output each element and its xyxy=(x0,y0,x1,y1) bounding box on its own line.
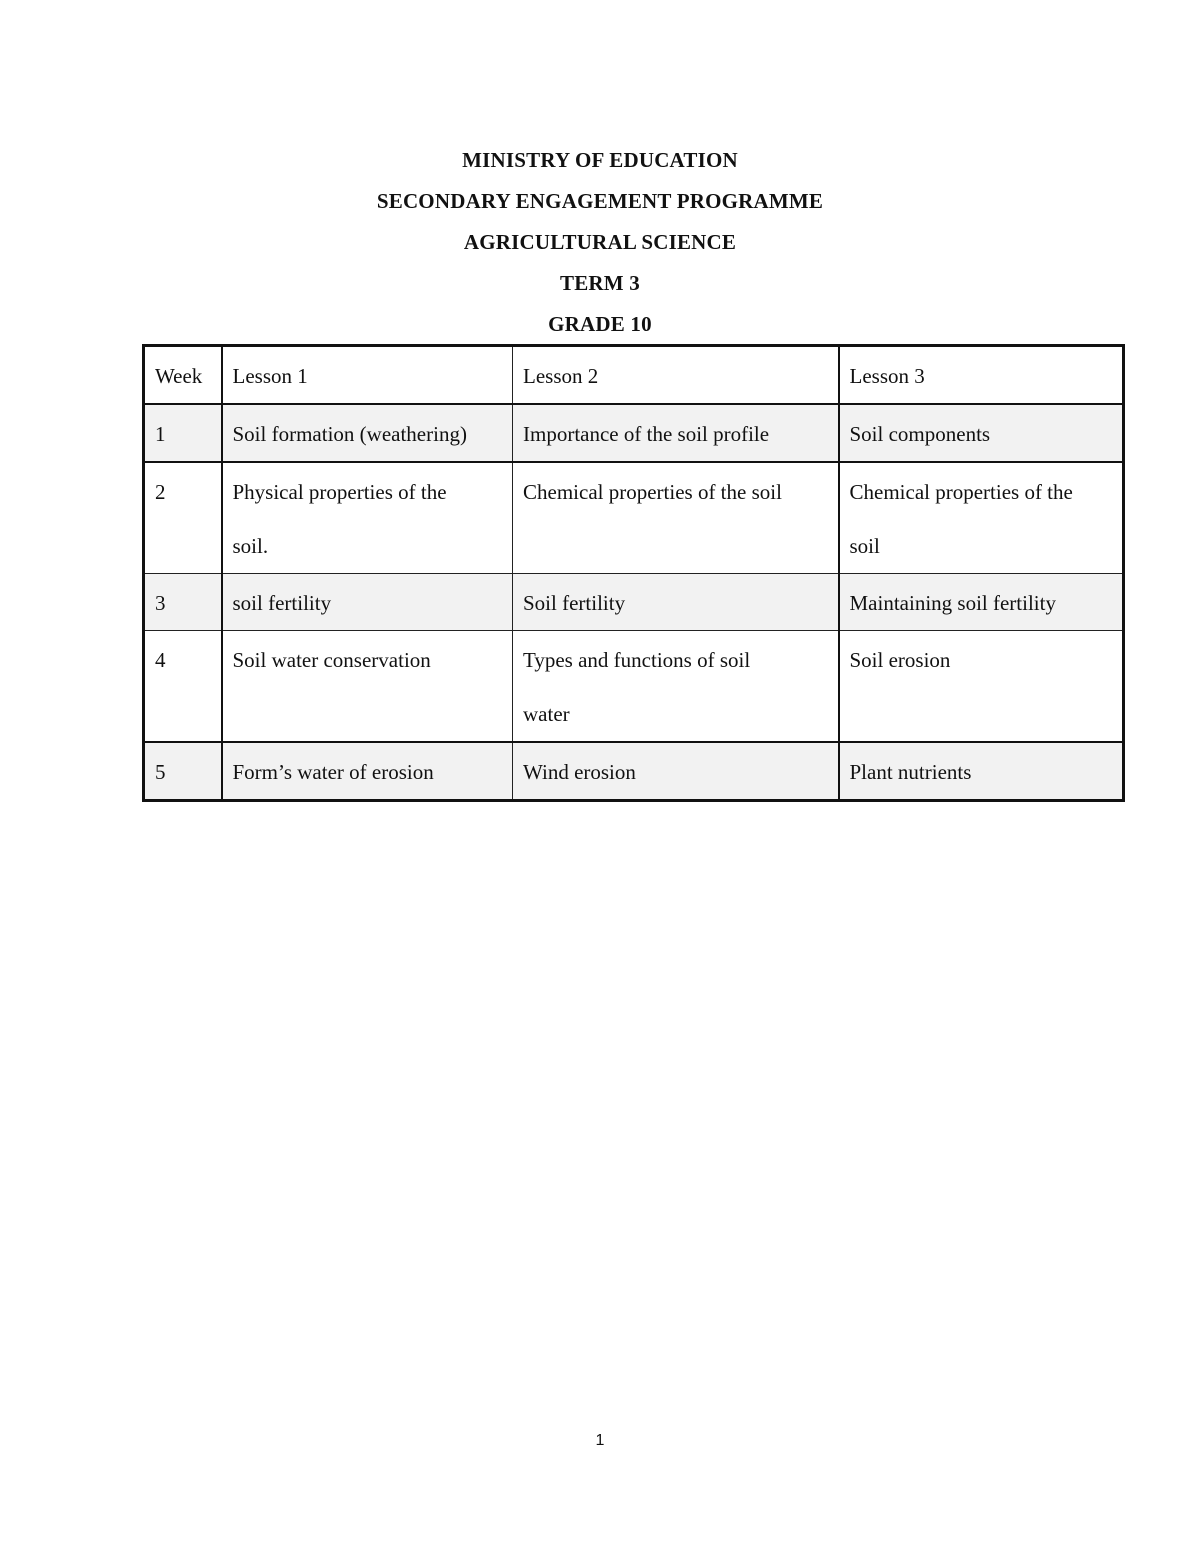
column-header-week: Week xyxy=(144,346,222,405)
lesson-topic: Chemical properties of the xyxy=(849,480,1073,504)
lesson-topic: Soil water conservation xyxy=(232,648,431,672)
lesson-2-cell xyxy=(513,404,839,462)
table-row xyxy=(144,631,1124,743)
table-row xyxy=(144,404,1124,462)
lesson-topic: Soil components xyxy=(849,422,991,446)
lesson-topic: Soil fertility xyxy=(523,591,626,615)
lesson-3-cell xyxy=(839,742,1124,801)
lesson-3-cell xyxy=(839,631,1124,743)
term-title: TERM 3 xyxy=(560,271,640,295)
grade-title: GRADE 10 xyxy=(548,312,652,336)
page-number: 1 xyxy=(595,1432,605,1449)
lesson-3-cell xyxy=(839,404,1124,462)
week-number: 2 xyxy=(144,462,222,574)
column-header-lesson-2: Lesson 2 xyxy=(513,346,839,405)
lesson-topic-continuation: water xyxy=(523,702,570,726)
lesson-topic: soil fertility xyxy=(232,591,332,615)
week-number: 3 xyxy=(144,574,222,631)
lesson-topic: Importance of the soil profile xyxy=(523,422,770,446)
lesson-topic: Physical properties of the xyxy=(232,480,447,504)
week-number: 5 xyxy=(144,742,222,801)
document-header xyxy=(0,140,1200,345)
table-header-row xyxy=(144,346,1124,405)
lesson-1-cell xyxy=(222,574,513,631)
week-number: 4 xyxy=(144,631,222,743)
lesson-topic: Soil erosion xyxy=(849,648,951,672)
lesson-schedule-table xyxy=(142,344,1125,802)
lesson-topic: Form’s water of erosion xyxy=(232,760,434,784)
lesson-2-cell xyxy=(513,742,839,801)
lesson-topic: Chemical properties of the soil xyxy=(523,480,782,504)
table-row xyxy=(144,742,1124,801)
week-number: 1 xyxy=(144,404,222,462)
table-row xyxy=(144,462,1124,574)
lesson-1-cell xyxy=(222,631,513,743)
lesson-3-cell xyxy=(839,574,1124,631)
lesson-2-cell xyxy=(513,631,839,743)
lesson-1-cell xyxy=(222,462,513,574)
column-header-lesson-1: Lesson 1 xyxy=(222,346,513,405)
lesson-3-cell xyxy=(839,462,1124,574)
lesson-topic: Plant nutrients xyxy=(849,760,972,784)
lesson-topic: Maintaining soil fertility xyxy=(849,591,1056,615)
lesson-1-cell xyxy=(222,742,513,801)
subject-title: AGRICULTURAL SCIENCE xyxy=(463,230,737,254)
programme-title: SECONDARY ENGAGEMENT PROGRAMME xyxy=(376,189,824,213)
lesson-topic: Types and functions of soil xyxy=(523,648,751,672)
lesson-1-cell xyxy=(222,404,513,462)
lesson-2-cell xyxy=(513,462,839,574)
lesson-topic-continuation: soil. xyxy=(232,534,269,558)
lesson-topic: Wind erosion xyxy=(523,760,636,784)
ministry-title: MINISTRY OF EDUCATION xyxy=(462,148,738,172)
column-header-lesson-3: Lesson 3 xyxy=(839,346,1124,405)
lesson-topic: Soil formation (weathering) xyxy=(232,422,467,446)
lesson-2-cell xyxy=(513,574,839,631)
table-row xyxy=(144,574,1124,631)
lesson-topic-continuation: soil xyxy=(849,534,880,558)
